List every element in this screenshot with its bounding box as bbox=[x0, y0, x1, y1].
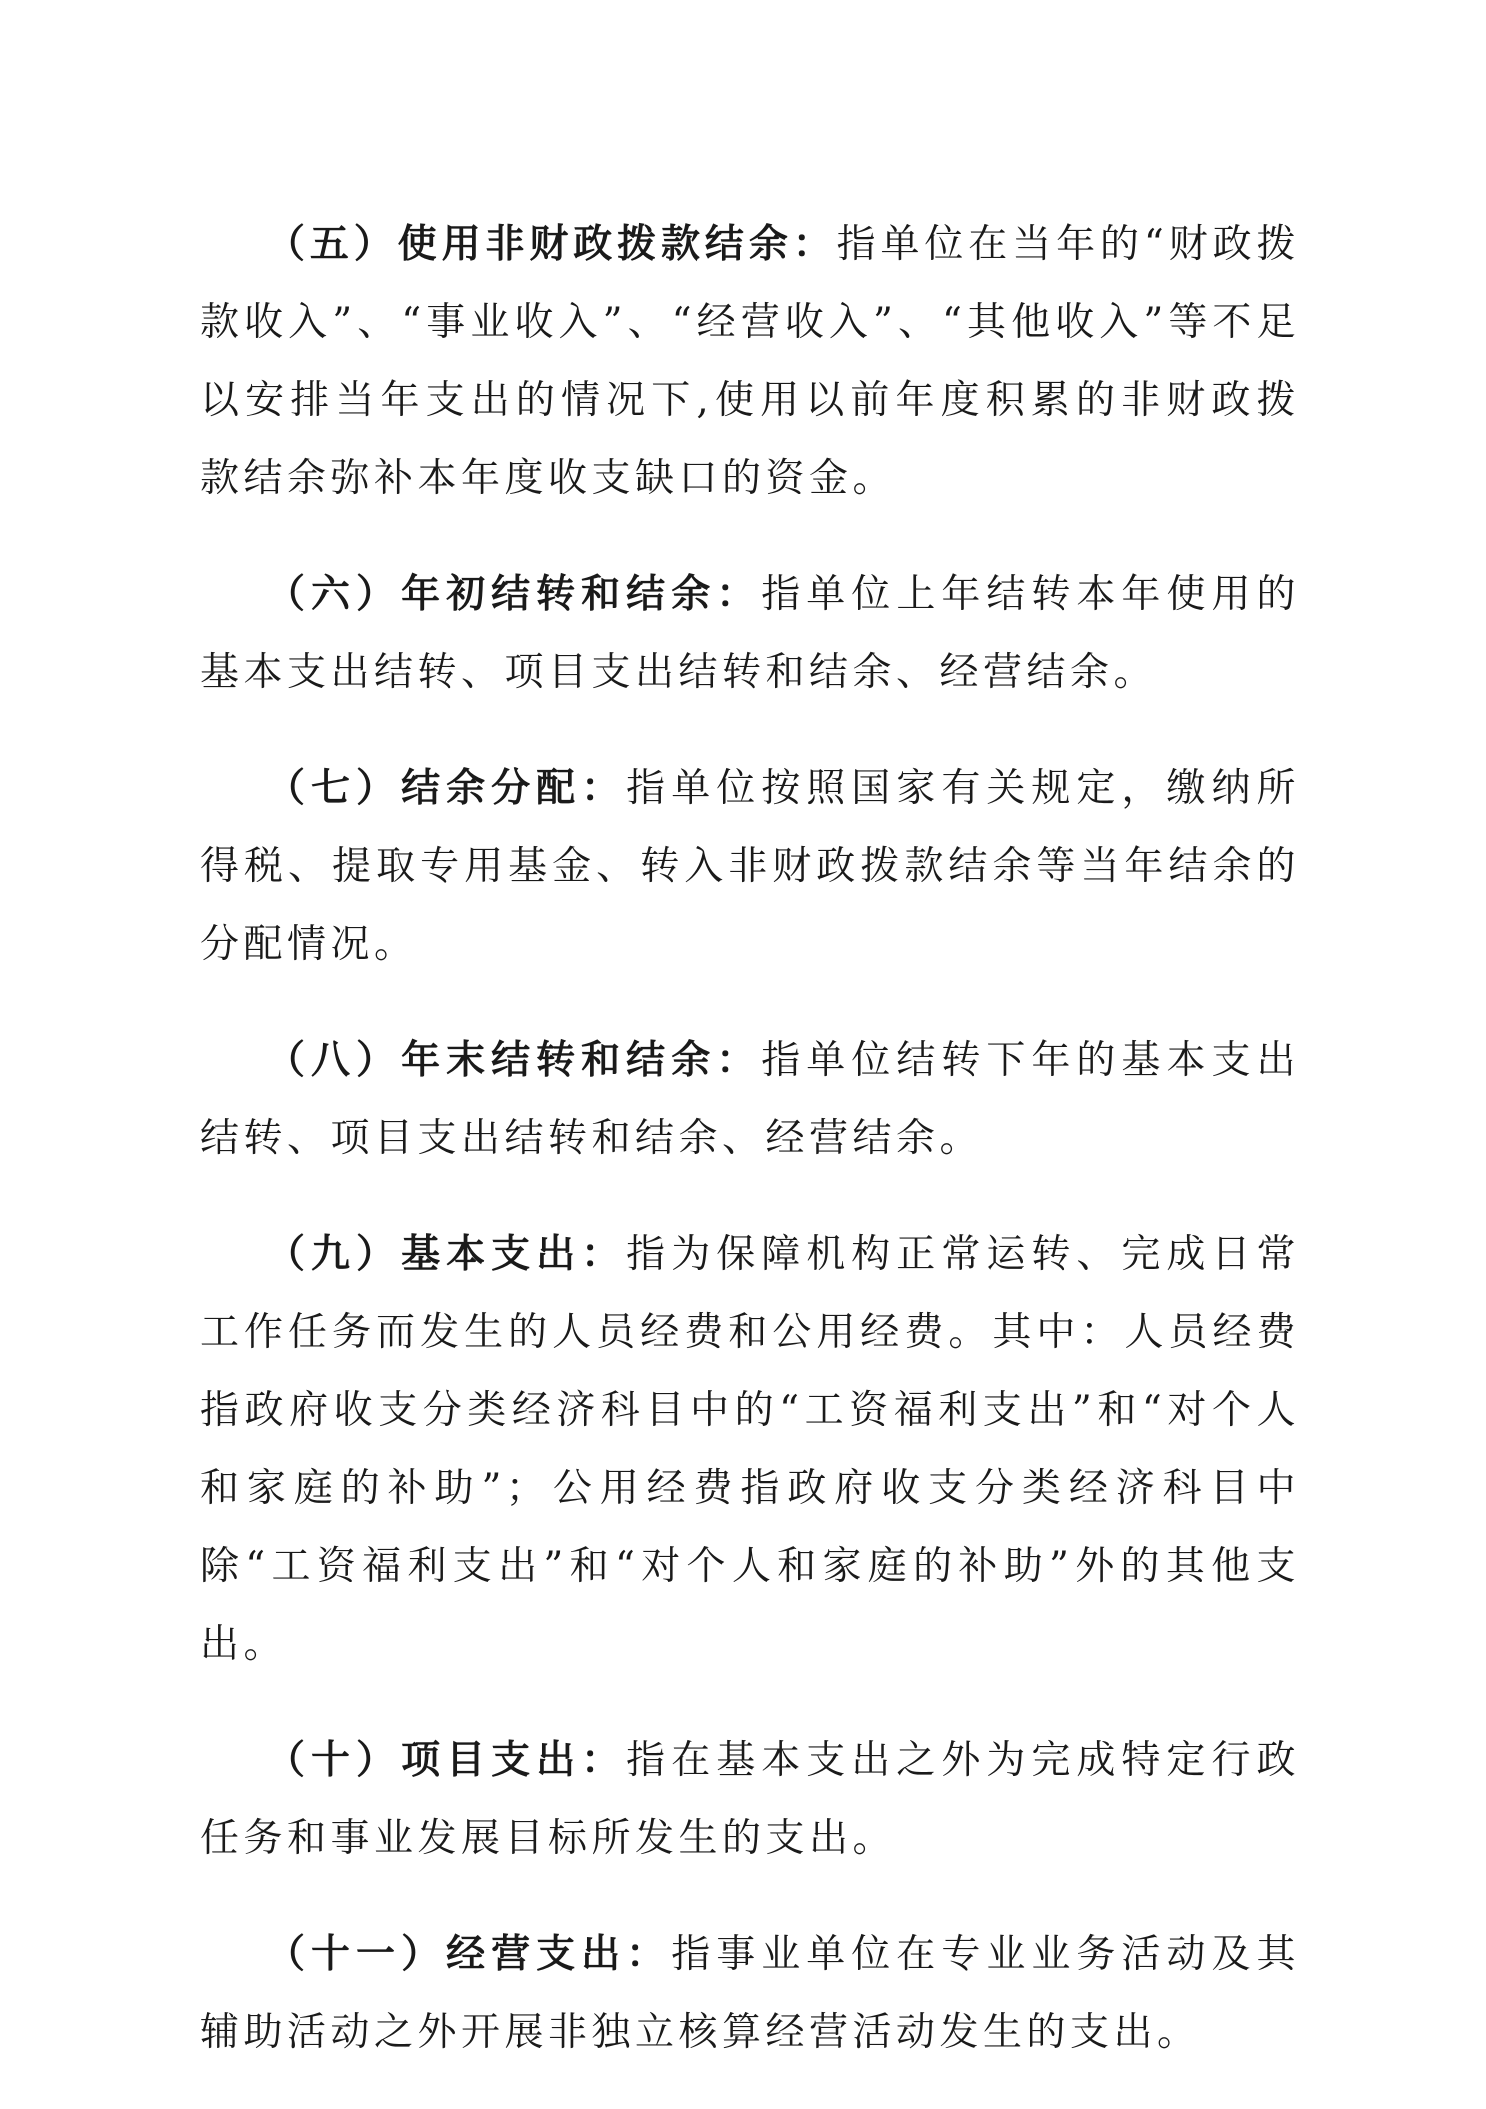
paragraph-text: 指为保障机构正常运转、完成日常工作任务而发生的人员经费和公用经费。其中：人员经费指政府收支分类经济科目中的“工资福利支出”和“对个人和家庭的补助”；公用经费指政府收支分类经济科目中除“工资福利支出”和“对个人和家庭的补助”外的其他支出。 bbox=[200, 1232, 1300, 1667]
paragraph-term: （七）结余分配： bbox=[266, 765, 627, 811]
paragraph-8 bbox=[200, 1021, 1300, 1178]
paragraph-5 bbox=[200, 205, 1300, 518]
paragraph-6 bbox=[200, 555, 1300, 712]
paragraph-text: 指单位上年结转本年使用的基本支出结转、项目支出结转和结余、经营结余。 bbox=[200, 572, 1300, 695]
paragraph-text: 指事业单位在专业业务活动及其辅助活动之外开展非独立核算经营活动发生的支出。 bbox=[200, 1932, 1300, 2055]
paragraph-7 bbox=[200, 749, 1300, 984]
paragraph-text: 指在基本支出之外为完成特定行政任务和事业发展目标所发生的支出。 bbox=[200, 1738, 1300, 1861]
paragraph-term: （九）基本支出： bbox=[266, 1231, 627, 1277]
paragraph-9 bbox=[200, 1215, 1300, 1684]
paragraph-term: （十）项目支出： bbox=[266, 1737, 627, 1783]
paragraph-10 bbox=[200, 1721, 1300, 1878]
paragraph-term: （十一）经营支出： bbox=[266, 1931, 672, 1977]
paragraph-text: 指单位按照国家有关规定，缴纳所得税、提取专用基金、转入非财政拨款结余等当年结余的分配情况。 bbox=[200, 766, 1300, 967]
paragraph-text: 指单位结转下年的基本支出结转、项目支出结转和结余、经营结余。 bbox=[200, 1038, 1300, 1161]
paragraph-term: （八）年末结转和结余： bbox=[266, 1037, 762, 1083]
document-body bbox=[200, 205, 1300, 2109]
paragraph-text: 指单位在当年的“财政拨款收入”、“事业收入”、“经营收入”、“其他收入”等不足以安排当年支出的情况下,使用以前年度积累的非财政拨款结余弥补本年度收支缺口的资金。 bbox=[200, 222, 1300, 501]
paragraph-term: （五）使用非财政拨款结余： bbox=[266, 221, 837, 267]
paragraph-11 bbox=[200, 1915, 1300, 2072]
paragraph-term: （六）年初结转和结余： bbox=[266, 571, 762, 617]
